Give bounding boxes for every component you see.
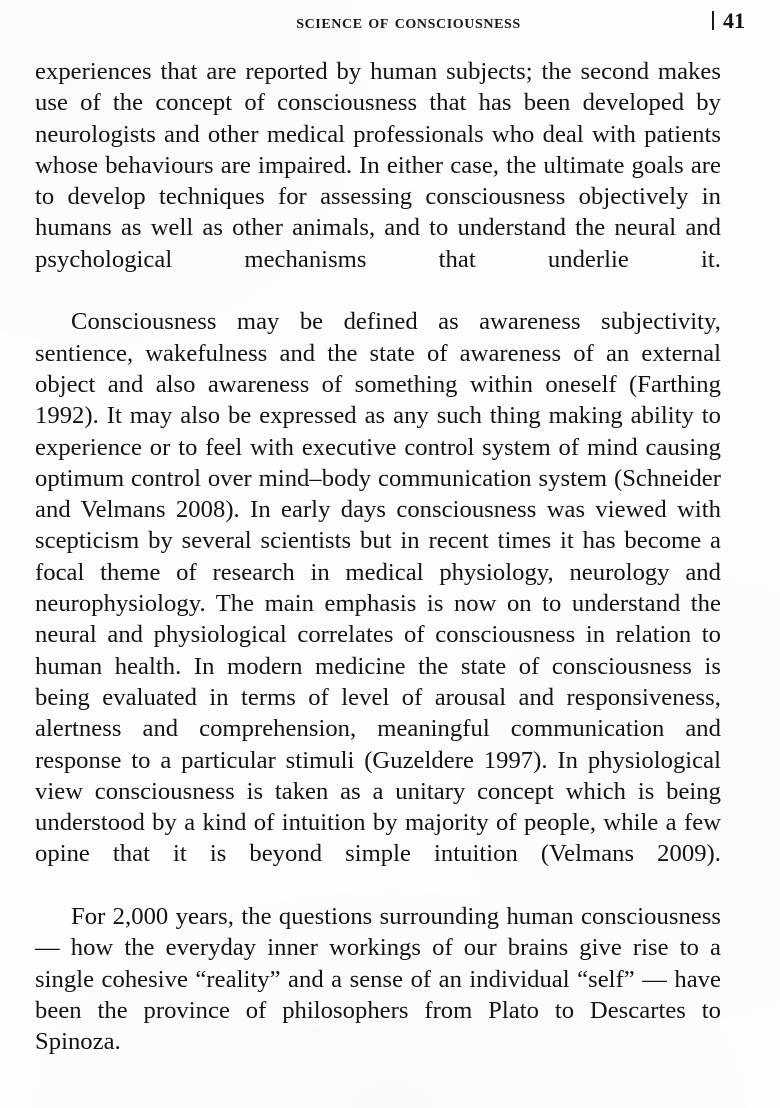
- paragraph-1: experiences that are reported by human subjects; the second makes use of the concept of consciousness that has been developed by neurologists and other medical professionals who deal with patients whose behaviours are impaired. In either case, the ultimate goals are to develop techniques for assessing consciousness objectively in humans as well as other animals, and to understand the neural and psychological mechanisms that underlie it.: [35, 58, 721, 273]
- paragraph-3: For 2,000 years, the questions surrounding human consciousness — how the everyday inner workings of our brains give rise to a single cohesive “reality” and a sense of an individual “self” — have been the province of philosophers from Plato to Descartes to Spinoza.: [35, 903, 721, 1056]
- body-text-column: [35, 56, 721, 1058]
- page-folio: [712, 8, 745, 34]
- paragraph-2: Consciousness may be defined as awareness subjectivity, sentience, wakefulness and the state of awareness of an external object and also awareness of something within oneself (Farthing 1992). It may also be expressed as any such thing making ability to experience or to feel with executive control system of mind causing optimum control over mind–body communication system (Schneider and Velmans 2008). In early days consciousness was viewed with scepticism by several scientists but in recent times it has become a focal theme of research in medical physiology, neurology and neurophysiology. The main emphasis is now on to understand the neural and physiological correlates of consciousness in relation to human health. In modern medicine the state of consciousness is being evaluated in terms of level of arousal and responsiveness, alertness and comprehension, meaningful communication and response to a particular stimuli (Guzeldere 1997). In physiological view consciousness is taken as a unitary concept which is being understood by a kind of intuition by majority of people, while a few opine that it is beyond simple intuition (Velmans 2009).: [35, 308, 721, 868]
- running-head-title: science of consciousness: [296, 11, 521, 33]
- running-head: [35, 8, 745, 42]
- page-number: 41: [723, 8, 745, 33]
- folio-separator-rule: [712, 11, 714, 30]
